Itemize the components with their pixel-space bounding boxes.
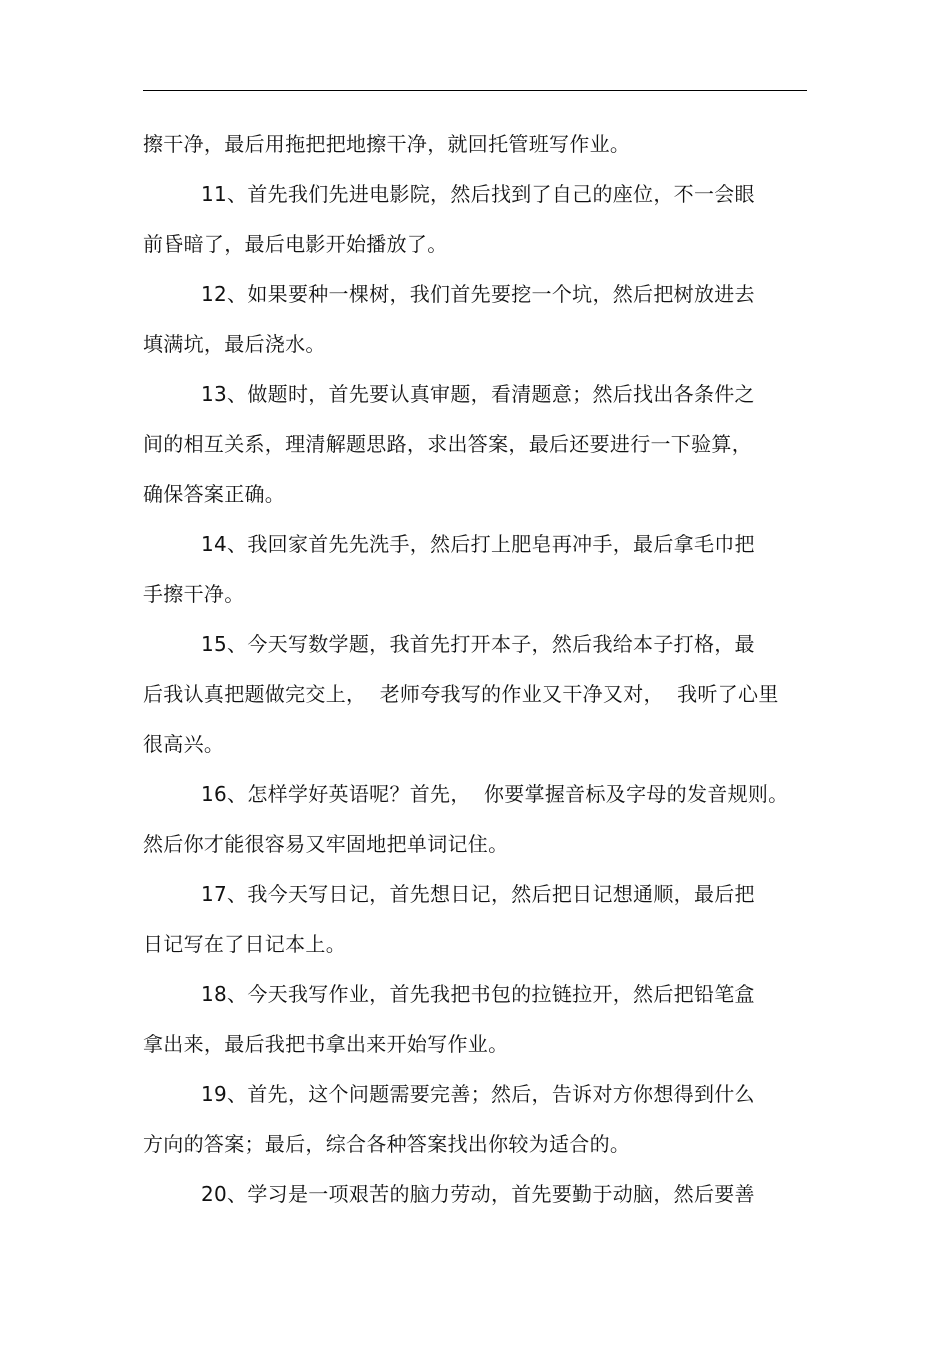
text-line: 后我认真把题做完交上， 老师夸我写的作业又干净又对， 我听了心里 (143, 682, 779, 706)
text-line: 12、如果要种一棵树，我们首先要挖一个坑，然后把树放进去 (201, 282, 755, 306)
text-line: 14、我回家首先先洗手，然后打上肥皂再冲手，最后拿毛巾把 (201, 532, 755, 556)
text-line: 拿出来，最后我把书拿出来开始写作业。 (143, 1032, 509, 1056)
text-line: 手擦干净。 (143, 582, 245, 606)
text-line: 间的相互关系，理清解题思路，求出答案，最后还要进行一下验算， (143, 432, 752, 456)
text-line: 18、今天我写作业，首先我把书包的拉链拉开，然后把铅笔盒 (201, 982, 755, 1006)
text-line: 然后你才能很容易又牢固地把单词记住。 (143, 832, 509, 856)
text-line: 确保答案正确。 (143, 482, 286, 506)
header-rule (143, 90, 807, 91)
text-line: 15、今天写数学题，我首先打开本子，然后我给本子打格，最 (201, 632, 755, 656)
text-line: 13、做题时，首先要认真审题，看清题意；然后找出各条件之 (201, 382, 755, 406)
text-line: 填满坑，最后浇水。 (143, 332, 326, 356)
text-line: 很高兴。 (143, 732, 225, 756)
text-line: 方向的答案；最后，综合各种答案找出你较为适合的。 (143, 1132, 631, 1156)
text-line: 19、首先，这个问题需要完善；然后，告诉对方你想得到什么 (201, 1082, 755, 1106)
text-line: 擦干净，最后用拖把把地擦干净，就回托管班写作业。 (143, 132, 631, 156)
text-line: 日记写在了日记本上。 (143, 932, 346, 956)
text-line: 11、首先我们先进电影院，然后找到了自己的座位，不一会眼 (201, 182, 755, 206)
text-line: 16、怎样学好英语呢？首先， 你要掌握音标及字母的发音规则。 (201, 782, 789, 806)
text-line: 17、我今天写日记，首先想日记，然后把日记想通顺，最后把 (201, 882, 755, 906)
text-line: 20、学习是一项艰苦的脑力劳动，首先要勤于动脑，然后要善 (201, 1182, 755, 1206)
text-line: 前昏暗了，最后电影开始播放了。 (143, 232, 448, 256)
